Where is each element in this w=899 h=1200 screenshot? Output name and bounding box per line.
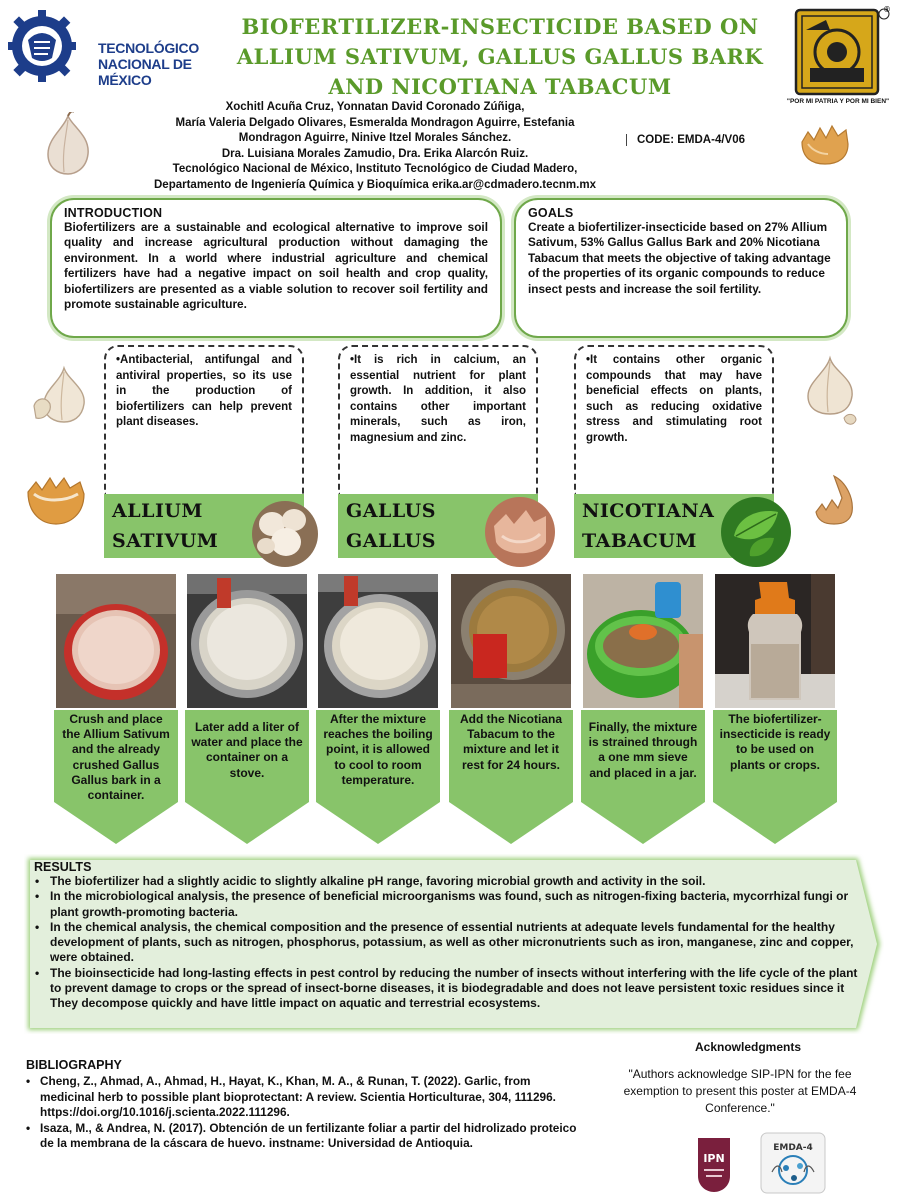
ingredient-card-allium	[104, 345, 304, 495]
author-line: María Valeria Delgado Olivares, Esmeralda Mondragon Aguirre, Estefania	[175, 116, 575, 129]
poster-code: CODE: EMDA-4/V06	[626, 134, 780, 146]
garlic-clove-image	[40, 112, 96, 176]
ingredient-name-line2: TABACUM	[582, 530, 697, 552]
ingredient-card-nicotiana	[574, 345, 774, 495]
step-6-text: The biofertilizer-insecticide is ready to be used on plants or crops.	[719, 712, 831, 772]
goals-box	[514, 198, 848, 338]
step-photo-final-bottle	[715, 574, 835, 708]
step-1-text: Crush and place the Allium Sativum and the already crushed Gallus Gallus bark in a container.	[62, 712, 170, 803]
tobacco-leaf-photo	[720, 496, 792, 568]
bibliography-list	[26, 1074, 586, 1152]
garlic-bulb-image	[800, 354, 864, 430]
eggshell-image	[24, 472, 88, 526]
step-photo-tobacco-mix	[451, 574, 571, 708]
emda-logo-text: EMDA-4	[773, 1143, 813, 1153]
introduction-box	[50, 198, 502, 338]
results-section	[30, 860, 860, 1012]
author-line: Mondragon Aguirre, Ninive Itzel Morales Sánchez.	[238, 132, 512, 144]
bibliography-item: • Isaza, M., & Andrea, N. (2017). Obtención de un fertilizante foliar a partir del hidrolizado proteico de la membrana de la cáscara de huevo. instname: Universidad de Antioquia.	[26, 1121, 586, 1152]
eggshell-image	[798, 118, 852, 166]
step-3-text: After the mixture reaches the boiling point, it is allowed to cool to room temperature.	[323, 712, 433, 787]
ipn-logo-text: IPN	[703, 1152, 725, 1165]
author-line: Xochitl Acuña Cruz, Yonnatan David Coronado Zúñiga,	[225, 101, 525, 113]
acknowledgments-text: "Authors acknowledge SIP-IPN for the fee exemption to present this poster at EMDA-4 Conference."	[623, 1067, 857, 1115]
ingredient-name-line2: SATIVUM	[112, 530, 219, 552]
emda-logo	[760, 1132, 826, 1194]
bibliography-heading: BIBLIOGRAPHY	[26, 1058, 122, 1072]
seal-motto: "POR MI PATRIA Y POR MI BIEN"	[786, 98, 890, 105]
garlic-photo	[250, 500, 320, 568]
registered-mark: ®	[884, 5, 890, 14]
garlic-bulb-image	[28, 362, 92, 426]
introduction-heading: INTRODUCTION	[64, 206, 163, 220]
ingredient-name-line1: NICOTIANA	[582, 500, 715, 522]
step-2-text: Later add a liter of water and place the container on a stove.	[191, 720, 303, 780]
ingredient-name-line2: GALLUS	[346, 530, 436, 552]
step-5-text: Finally, the mixture is strained through a one mm sieve and placed in a jar.	[588, 720, 698, 780]
step-photo-cooling-pot	[318, 574, 438, 708]
results-item: • The biofertilizer had a slightly acidic to slightly alkaline pH range, favoring microbial growth and activity in the soil.	[34, 874, 860, 889]
author-line: Dra. Luisiana Morales Zamudio, Dra. Erika Alarcón Ruiz.	[221, 147, 529, 160]
bibliography-section	[26, 1058, 586, 1152]
tecnm-logo	[8, 10, 76, 82]
results-heading: RESULTS	[34, 860, 92, 874]
bibliography-item: • Cheng, Z., Ahmad, A., Ahmad, H., Hayat, K., Khan, M. A., & Runan, T. (2022). Garlic, from medicinal herb to possible plant bioprotectant: A review. Scientia Horticulturae, 304, 111296. https://doi.org/10.1016/j.scienta.2022.111296.	[26, 1074, 586, 1121]
step-4-text: Add the Nicotiana Tabacum to the mixture and let it rest for 24 hours.	[459, 712, 562, 772]
ipn-logo	[694, 1132, 734, 1194]
ingredient-description: •It contains other organic compounds that may have beneficial effects on plants, such as reducing oxidative stress and stimulating root growth.	[586, 354, 762, 444]
eggshell-photo	[484, 496, 556, 568]
goals-text: Create a biofertilizer-insecticide based on 27% Allium Sativum, 53% Gallus Gallus Bark and 20% Nicotiana Tabacum that meets the objective of taking advantage of the properties of its organic compounds to reduce insect pests and increase the soil fertility.	[528, 220, 831, 296]
step-photo-crushed-mix	[56, 574, 176, 708]
ingredient-description: •It is rich in calcium, an essential nutrient for plant growth. In addition, it also contains other important minerals, such as iron, magnesium and zinc.	[350, 354, 526, 444]
ingredient-description: •Antibacterial, antifungal and antiviral properties, so its use in the production of biofertilizers can help prevent plant diseases.	[116, 354, 292, 428]
institution-name: TECNOLÓGICO NACIONAL DE MÉXICO	[98, 40, 199, 89]
results-list	[34, 874, 860, 1012]
goals-heading: GOALS	[528, 206, 574, 220]
author-line: Departamento de Ingeniería Química y Bioquímica erika.ar@cdmadero.tecnm.mx	[154, 178, 596, 191]
step-photo-straining	[583, 574, 703, 708]
ingredient-name-line1: ALLIUM	[112, 500, 203, 522]
introduction-text: Biofertilizers are a sustainable and ecological alternative to improve soil quality and increase agricultural production without damaging the environment. In a world where industrial agriculture and chemical fertilizers have had a negative impact on soil health and crop quality, biofertilizers are presented as a viable solution to recover soil fertility and promote sustainable agriculture.	[64, 220, 488, 312]
author-line: Tecnológico Nacional de México, Instituto Tecnológico de Ciudad Madero,	[172, 163, 578, 175]
results-item: • The bioinsecticide had long-lasting effects in pest control by reducing the number of insects without interfering with the life cycle of the plant to prevent damage to crops or the spread of insect-borne diseases, it is biodegradable and does not leave persistent toxic residues since it They decompose quickly and have little impact on aquatic and terrestrial ecosystems.	[34, 966, 860, 1012]
ingredient-card-gallus	[338, 345, 538, 495]
ingredient-name-line1: GALLUS	[346, 500, 436, 522]
results-item: • In the microbiological analysis, the presence of beneficial microorganisms was found, such as nitrogen-fixing bacteria, mycorrhizal fungi or plant growth-promoting bacteria.	[34, 889, 860, 920]
step-photo-water-pot	[187, 574, 307, 708]
results-item: • In the chemical analysis, the chemical composition and the presence of essential nutrients at adequate levels fundamental for the healthy development of plants, such as nitrogen, phosphorus, potassium, as well as other micronutrients such as iron, manganese, zinc and copper, were obtained.	[34, 920, 860, 966]
acknowledgments-heading: Acknowledgments	[694, 1040, 802, 1054]
authors-block	[110, 100, 640, 193]
poster-title: BIOFERTILIZER-INSECTICIDE BASED ON ALLIUM SATIVUM, GALLUS GALLUS BARK AND NICOTIANA TABACUM	[236, 14, 764, 99]
itcm-seal-logo	[790, 6, 890, 100]
eggshell-image	[812, 474, 856, 526]
